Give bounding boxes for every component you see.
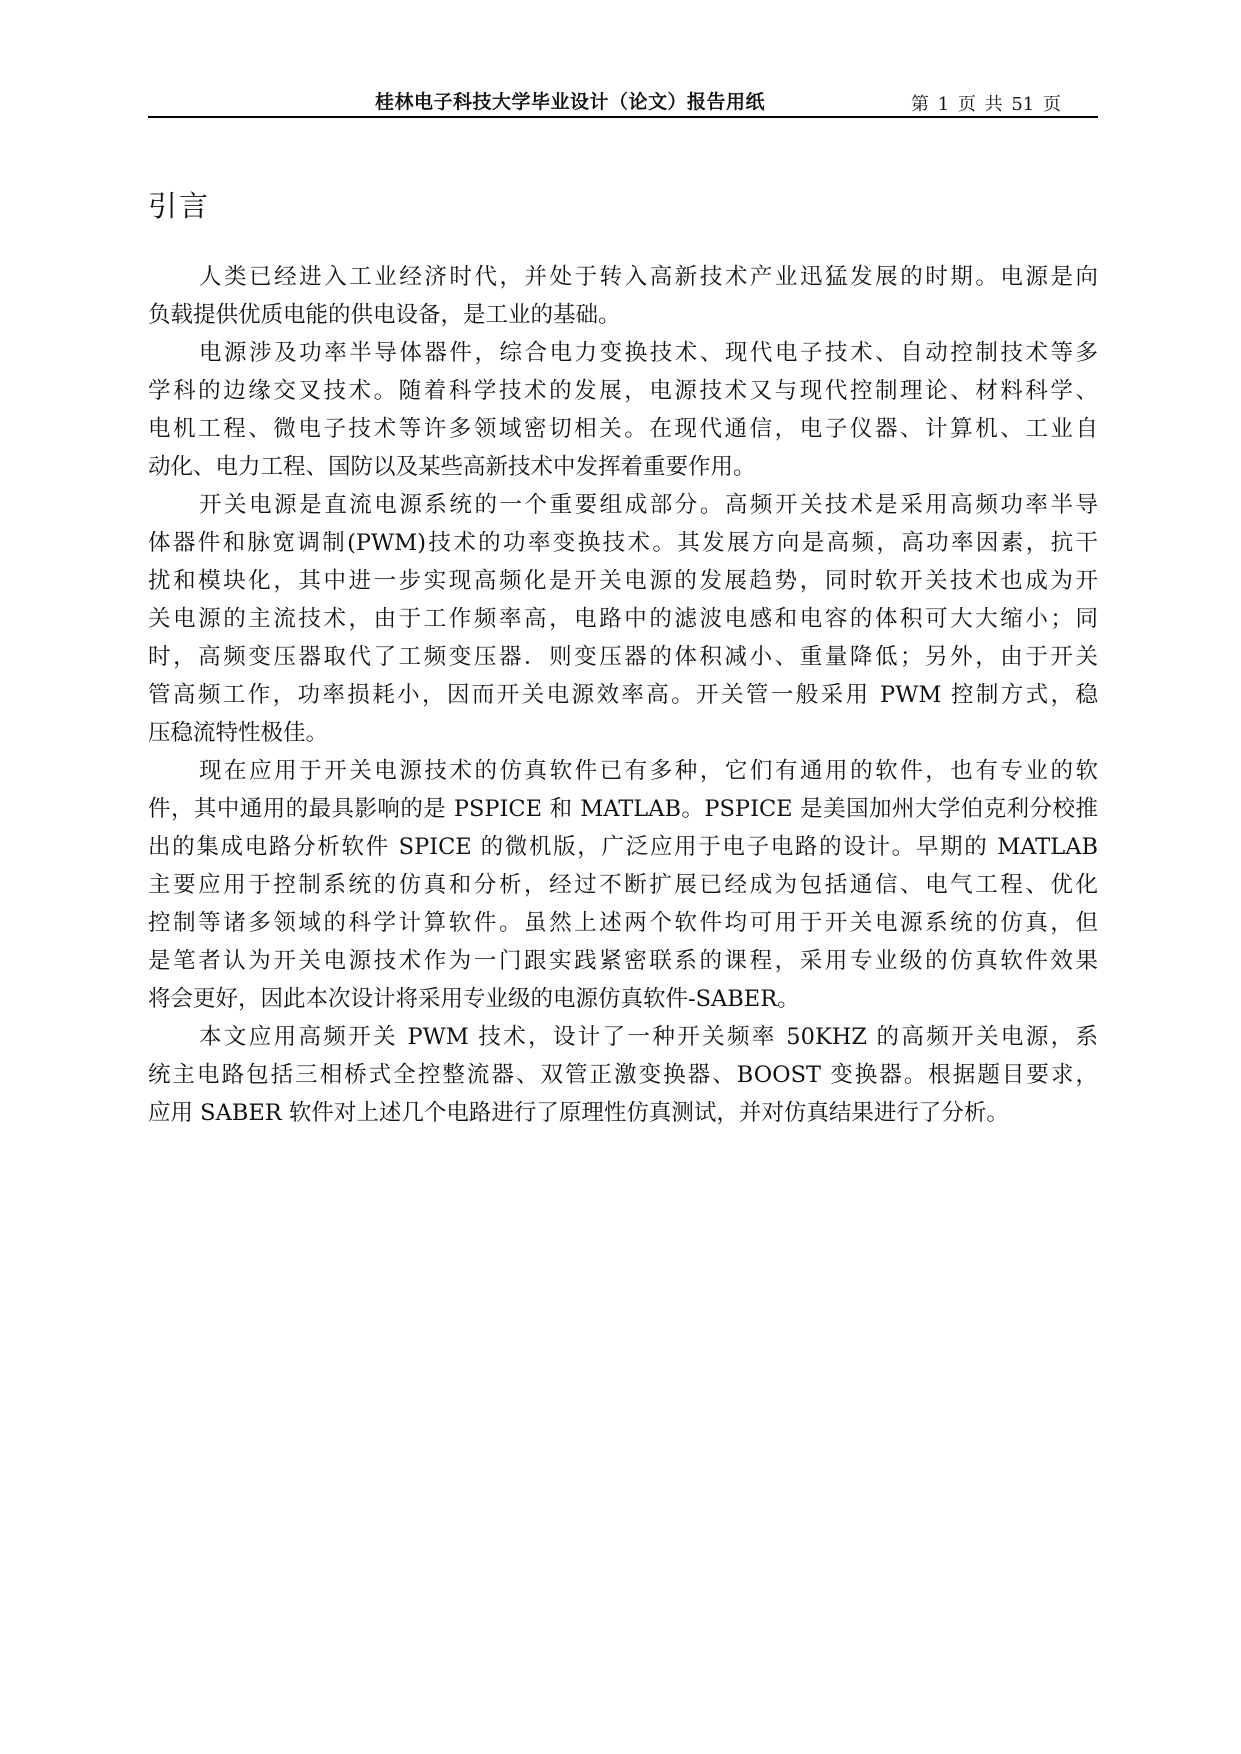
text-line: 电源涉及功率半导体器件，综合电力变换技术、现代电子技术、自动控制技术等多 [199, 340, 1098, 366]
text-line: 本文应用高频开关 PWM 技术，设计了一种开关频率 50KHZ 的高频开关电源，系 [199, 1024, 1098, 1050]
document-body [148, 258, 1098, 1132]
text-line: 现在应用于开关电源技术的仿真软件已有多种，它们有通用的软件，也有专业的软 [199, 758, 1098, 784]
header-title: 桂林电子科技大学毕业设计（论文）报告用纸 [375, 91, 766, 113]
text-line: 管高频工作，功率损耗小，因而开关电源效率高。开关管一般采用 PWM 控制方式，稳 [148, 682, 1098, 708]
text-line: 是笔者认为开关电源技术作为一门跟实践紧密联系的课程，采用专业级的仿真软件效果 [148, 948, 1098, 974]
paragraph [148, 1018, 1098, 1132]
text-line: 动化、电力工程、国防以及某些高新技术中发挥着重要作用。 [148, 454, 756, 480]
text-line: 关电源的主流技术，由于工作频率高，电路中的滤波电感和电容的体积可大大缩小；同 [148, 606, 1098, 632]
text-line: 扰和模块化，其中进一步实现高频化是开关电源的发展趋势，同时软开关技术也成为开 [148, 568, 1098, 594]
text-line: 体器件和脉宽调制(PWM)技术的功率变换技术。其发展方向是高频，高功率因素，抗干 [148, 530, 1098, 556]
text-line: 负载提供优质电能的供电设备，是工业的基础。 [148, 302, 621, 328]
text-line: 时，高频变压器取代了工频变压器．则变压器的体积减小、重量降低；另外，由于开关 [148, 644, 1098, 670]
header-page-number: 第 1 页 共 51 页 [911, 94, 1061, 115]
section-title: 引言 [148, 189, 211, 223]
paragraph [148, 334, 1098, 486]
text-line: 人类已经进入工业经济时代，并处于转入高新技术产业迅猛发展的时期。电源是向 [199, 264, 1098, 290]
text-line: 压稳流特性极佳。 [148, 720, 329, 746]
paragraph [148, 752, 1098, 1018]
paragraph [148, 258, 1098, 334]
text-line: 主要应用于控制系统的仿真和分析，经过不断扩展已经成为包括通信、电气工程、优化 [148, 872, 1098, 898]
page-header [148, 78, 1098, 118]
text-line: 电机工程、微电子技术等许多领域密切相关。在现代通信，电子仪器、计算机、工业自 [148, 416, 1098, 442]
text-line: 统主电路包括三相桥式全控整流器、双管正激变换器、BOOST 变换器。根据题目要求， [148, 1062, 1098, 1088]
text-line: 将会更好，因此本次设计将采用专业级的电源仿真软件-SABER。 [148, 986, 800, 1012]
paragraph [148, 486, 1098, 752]
text-line: 控制等诸多领域的科学计算软件。虽然上述两个软件均可用于开关电源系统的仿真，但 [148, 910, 1098, 936]
text-line: 出的集成电路分析软件 SPICE 的微机版，广泛应用于电子电路的设计。早期的 MATLAB [148, 834, 1098, 860]
text-line: 应用 SABER 软件对上述几个电路进行了原理性仿真测试，并对仿真结果进行了分析。 [148, 1100, 1009, 1126]
text-line: 学科的边缘交叉技术。随着科学技术的发展，电源技术又与现代控制理论、材料科学、 [148, 378, 1098, 404]
text-line: 开关电源是直流电源系统的一个重要组成部分。高频开关技术是采用高频功率半导 [199, 492, 1098, 518]
text-line: 件，其中通用的最具影响的是 PSPICE 和 MATLAB。PSPICE 是美国加州大学伯克利分校推 [148, 796, 1098, 822]
